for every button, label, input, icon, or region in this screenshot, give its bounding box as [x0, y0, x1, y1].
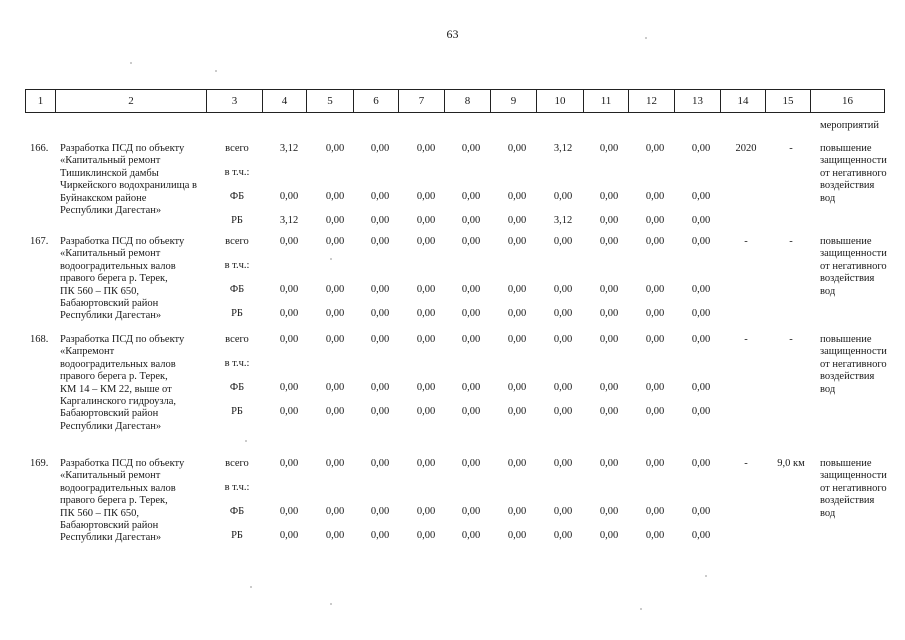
value-rb: 0,00 — [370, 215, 390, 226]
value-rb: 0,00 — [691, 308, 711, 319]
value-rb: 0,00 — [325, 530, 345, 541]
value-rb: 0,00 — [645, 308, 665, 319]
value-total: 3,12 — [279, 143, 299, 154]
measure-value: - — [789, 143, 793, 154]
value-total: 0,00 — [370, 143, 390, 154]
note-line: вод — [820, 192, 836, 204]
value-total: 0,00 — [325, 334, 345, 345]
scan-speck — [330, 258, 332, 260]
column-header: 13 — [675, 90, 721, 113]
funding-label-incl: в т.ч.: — [224, 358, 250, 369]
column-header: 3 — [207, 90, 263, 113]
note-line: повышение — [820, 334, 872, 345]
row-number: 167. — [30, 236, 49, 247]
value-fb: 0,00 — [370, 506, 390, 517]
value-fb: 0,00 — [645, 506, 665, 517]
column-header: 14 — [721, 90, 766, 113]
note-line: защищенности — [820, 470, 887, 482]
row-number: 168. — [30, 334, 49, 345]
funding-label-rb: РБ — [231, 406, 243, 417]
funding-label-fb: ФБ — [229, 191, 245, 202]
value-total: 0,00 — [507, 458, 527, 469]
value-fb: 0,00 — [599, 382, 619, 393]
page-number: 63 — [446, 27, 459, 41]
note-line: от негативного — [820, 482, 887, 494]
row-description — [60, 236, 220, 323]
value-fb: 0,00 — [553, 191, 573, 202]
value-fb: 0,00 — [370, 382, 390, 393]
value-total: 0,00 — [645, 334, 665, 345]
description-line: водооградительных валов — [60, 260, 176, 272]
value-fb: 0,00 — [553, 382, 573, 393]
value-rb: 0,00 — [553, 530, 573, 541]
value-fb: 0,00 — [325, 382, 345, 393]
row-note — [820, 334, 887, 396]
value-total: 0,00 — [691, 143, 711, 154]
value-total: 0,00 — [461, 236, 481, 247]
value-fb: 0,00 — [461, 191, 481, 202]
value-rb: 3,12 — [279, 215, 299, 226]
funding-label-rb: РБ — [231, 308, 243, 319]
value-rb: 0,00 — [325, 215, 345, 226]
value-rb: 0,00 — [325, 308, 345, 319]
scan-speck — [645, 37, 647, 39]
funding-label-fb: ФБ — [229, 284, 245, 295]
value-fb: 0,00 — [507, 191, 527, 202]
value-total: 3,12 — [553, 143, 573, 154]
description-line: Республики Дагестан» — [60, 310, 162, 322]
column-header: 12 — [629, 90, 675, 113]
value-fb: 0,00 — [691, 506, 711, 517]
scan-speck — [130, 62, 132, 64]
value-rb: 0,00 — [599, 215, 619, 226]
column-header-row — [25, 89, 885, 113]
scan-speck — [245, 440, 247, 442]
note-line: вод — [820, 507, 836, 519]
value-fb: 0,00 — [370, 191, 390, 202]
value-fb: 0,00 — [691, 382, 711, 393]
note-line: повышение — [820, 458, 872, 469]
value-rb: 0,00 — [507, 530, 527, 541]
value-total: 0,00 — [325, 236, 345, 247]
value-fb: 0,00 — [416, 382, 436, 393]
description-line: Бабаюртовский район — [60, 520, 159, 532]
description-line: правого берега р. Терек, — [60, 371, 168, 383]
measure-value: - — [789, 334, 793, 345]
value-rb: 0,00 — [370, 308, 390, 319]
value-total: 0,00 — [279, 334, 299, 345]
value-total: 0,00 — [279, 236, 299, 247]
description-line: Бабаюртовский район — [60, 408, 159, 420]
value-rb: 0,00 — [599, 308, 619, 319]
value-fb: 0,00 — [416, 191, 436, 202]
value-total: 0,00 — [370, 334, 390, 345]
value-rb: 0,00 — [645, 406, 665, 417]
value-total: 0,00 — [370, 458, 390, 469]
column-header: 1 — [26, 90, 56, 113]
funding-label-total: всего — [225, 236, 249, 247]
value-fb: 0,00 — [279, 382, 299, 393]
value-total: 0,00 — [691, 236, 711, 247]
value-total: 0,00 — [507, 236, 527, 247]
value-rb: 0,00 — [279, 406, 299, 417]
value-fb: 0,00 — [599, 506, 619, 517]
funding-label-incl: в т.ч.: — [224, 482, 250, 493]
value-total: 0,00 — [599, 143, 619, 154]
scan-speck — [215, 70, 217, 72]
value-rb: 0,00 — [691, 215, 711, 226]
row-number: 166. — [30, 143, 49, 154]
value-fb: 0,00 — [507, 506, 527, 517]
value-total: 0,00 — [325, 143, 345, 154]
value-rb: 0,00 — [416, 308, 436, 319]
value-fb: 0,00 — [645, 382, 665, 393]
year-value: 2020 — [735, 143, 757, 154]
description-line: «Капремонт — [60, 346, 115, 358]
value-rb: 0,00 — [461, 308, 481, 319]
scan-speck — [250, 586, 252, 588]
row-note — [820, 143, 887, 205]
description-line: Республики Дагестан» — [60, 205, 162, 217]
note-line: от негативного — [820, 358, 887, 370]
value-fb: 0,00 — [325, 284, 345, 295]
description-line: правого берега р. Терек, — [60, 273, 168, 285]
measure-value: 9,0 км — [777, 458, 805, 469]
value-total: 0,00 — [416, 458, 436, 469]
row-description — [60, 143, 220, 217]
value-total: 0,00 — [370, 236, 390, 247]
value-rb: 0,00 — [507, 308, 527, 319]
row-number: 169. — [30, 458, 49, 469]
note-line: защищенности — [820, 346, 887, 358]
value-fb: 0,00 — [645, 191, 665, 202]
column-header: 7 — [399, 90, 445, 113]
year-value: - — [744, 236, 748, 247]
value-fb: 0,00 — [325, 506, 345, 517]
description-line: Каргалинского гидроузла, — [60, 396, 177, 408]
funding-label-total: всего — [225, 143, 249, 154]
value-fb: 0,00 — [370, 284, 390, 295]
value-fb: 0,00 — [691, 191, 711, 202]
scan-speck — [640, 608, 642, 610]
note-line: воздействия — [820, 180, 875, 192]
value-rb: 0,00 — [325, 406, 345, 417]
description-line: Тишиклинской дамбы — [60, 167, 159, 179]
value-rb: 0,00 — [461, 406, 481, 417]
description-line: «Капитальный ремонт — [60, 155, 161, 167]
description-line: правого берега р. Терек, — [60, 495, 168, 507]
continuation-text: мероприятий — [820, 120, 879, 131]
column-header: 16 — [811, 90, 885, 113]
value-total: 0,00 — [279, 458, 299, 469]
note-line: повышение — [820, 236, 872, 247]
column-header: 10 — [537, 90, 584, 113]
funding-label-rb: РБ — [231, 530, 243, 541]
note-line: воздействия — [820, 273, 875, 285]
funding-label-fb: ФБ — [229, 506, 245, 517]
description-line: ПК 560 – ПК 650, — [60, 285, 140, 297]
value-total: 0,00 — [416, 334, 436, 345]
value-total: 0,00 — [553, 236, 573, 247]
value-total: 0,00 — [599, 236, 619, 247]
value-fb: 0,00 — [461, 382, 481, 393]
value-fb: 0,00 — [279, 284, 299, 295]
note-line: защищенности — [820, 248, 887, 260]
scan-speck — [330, 603, 332, 605]
value-rb: 0,00 — [507, 406, 527, 417]
value-fb: 0,00 — [507, 382, 527, 393]
value-fb: 0,00 — [279, 191, 299, 202]
description-line: Республики Дагестан» — [60, 420, 162, 432]
value-rb: 0,00 — [691, 530, 711, 541]
note-line: воздействия — [820, 371, 875, 383]
value-fb: 0,00 — [416, 506, 436, 517]
description-line: ПК 560 – ПК 650, — [60, 507, 140, 519]
year-value: - — [744, 458, 748, 469]
value-total: 0,00 — [461, 143, 481, 154]
value-fb: 0,00 — [461, 506, 481, 517]
column-header: 11 — [584, 90, 629, 113]
value-rb: 0,00 — [599, 530, 619, 541]
value-fb: 0,00 — [599, 191, 619, 202]
value-rb: 0,00 — [416, 215, 436, 226]
value-total: 0,00 — [416, 236, 436, 247]
value-total: 0,00 — [461, 334, 481, 345]
description-line: Разработка ПСД по объекту — [60, 236, 185, 247]
value-total: 0,00 — [507, 143, 527, 154]
value-total: 0,00 — [599, 458, 619, 469]
value-fb: 0,00 — [553, 506, 573, 517]
value-fb: 0,00 — [461, 284, 481, 295]
funding-label-fb: ФБ — [229, 382, 245, 393]
column-header: 15 — [766, 90, 811, 113]
description-line: водооградительных валов — [60, 482, 176, 494]
value-rb: 0,00 — [416, 406, 436, 417]
description-line: Чиркейского водохранилища в — [60, 180, 197, 192]
value-total: 0,00 — [645, 236, 665, 247]
value-fb: 0,00 — [325, 191, 345, 202]
value-rb: 0,00 — [370, 406, 390, 417]
value-rb: 0,00 — [507, 215, 527, 226]
description-line: Буйнакском районе — [60, 192, 147, 204]
value-rb: 0,00 — [279, 530, 299, 541]
value-rb: 0,00 — [416, 530, 436, 541]
value-rb: 0,00 — [553, 406, 573, 417]
value-rb: 0,00 — [691, 406, 711, 417]
description-line: Бабаюртовский район — [60, 298, 159, 310]
value-rb: 0,00 — [645, 530, 665, 541]
value-fb: 0,00 — [599, 284, 619, 295]
value-total: 0,00 — [325, 458, 345, 469]
value-total: 0,00 — [691, 334, 711, 345]
funding-label-incl: в т.ч.: — [224, 260, 250, 271]
note-line: вод — [820, 285, 836, 297]
description-line: Разработка ПСД по объекту — [60, 143, 185, 154]
row-description — [60, 334, 220, 433]
value-total: 0,00 — [553, 334, 573, 345]
value-total: 0,00 — [507, 334, 527, 345]
value-rb: 0,00 — [461, 215, 481, 226]
column-header: 8 — [445, 90, 491, 113]
value-fb: 0,00 — [645, 284, 665, 295]
row-note — [820, 236, 887, 298]
value-total: 0,00 — [691, 458, 711, 469]
note-line: от негативного — [820, 167, 887, 179]
column-header: 2 — [56, 90, 207, 113]
value-total: 0,00 — [645, 143, 665, 154]
value-rb: 0,00 — [279, 308, 299, 319]
value-total: 0,00 — [461, 458, 481, 469]
funding-label-total: всего — [225, 334, 249, 345]
column-header: 6 — [354, 90, 399, 113]
description-line: Республики Дагестан» — [60, 532, 162, 544]
column-header: 5 — [307, 90, 354, 113]
value-fb: 0,00 — [691, 284, 711, 295]
row-description — [60, 458, 220, 545]
scan-speck — [705, 575, 707, 577]
description-line: КМ 14 – КМ 22, выше от — [60, 383, 172, 395]
note-line: воздействия — [820, 495, 875, 507]
note-line: от негативного — [820, 260, 887, 272]
note-line: защищенности — [820, 155, 887, 167]
funding-label-rb: РБ — [231, 215, 243, 226]
column-header: 4 — [263, 90, 307, 113]
funding-label-incl: в т.ч.: — [224, 167, 250, 178]
funding-label-total: всего — [225, 458, 249, 469]
value-fb: 0,00 — [507, 284, 527, 295]
value-fb: 0,00 — [416, 284, 436, 295]
value-rb: 0,00 — [461, 530, 481, 541]
value-rb: 0,00 — [599, 406, 619, 417]
description-line: водооградительных валов — [60, 358, 176, 370]
description-line: Разработка ПСД по объекту — [60, 334, 185, 345]
value-rb: 0,00 — [645, 215, 665, 226]
row-note — [820, 458, 887, 520]
year-value: - — [744, 334, 748, 345]
value-total: 0,00 — [553, 458, 573, 469]
value-rb: 3,12 — [553, 215, 573, 226]
note-line: повышение — [820, 143, 872, 154]
value-total: 0,00 — [599, 334, 619, 345]
value-rb: 0,00 — [553, 308, 573, 319]
measure-value: - — [789, 236, 793, 247]
value-total: 0,00 — [645, 458, 665, 469]
description-line: Разработка ПСД по объекту — [60, 458, 185, 469]
value-rb: 0,00 — [370, 530, 390, 541]
column-header: 9 — [491, 90, 537, 113]
description-line: «Капитальный ремонт — [60, 470, 161, 482]
value-fb: 0,00 — [279, 506, 299, 517]
note-line: вод — [820, 383, 836, 395]
description-line: «Капитальный ремонт — [60, 248, 161, 260]
value-fb: 0,00 — [553, 284, 573, 295]
value-total: 0,00 — [416, 143, 436, 154]
